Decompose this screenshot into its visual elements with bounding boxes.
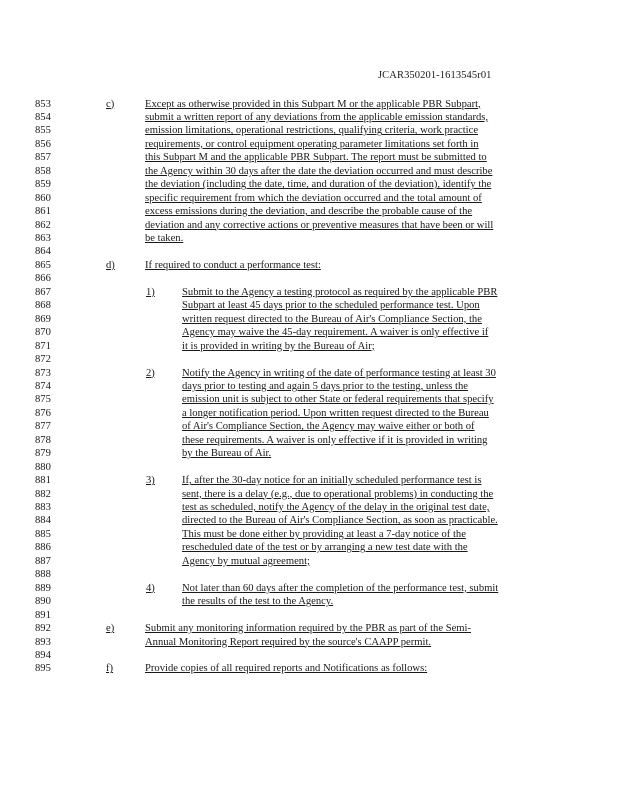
line-number: 894 (35, 649, 51, 661)
line-text: Agency may waive the 45-day requirement. A waiver is only effective if (182, 327, 489, 339)
line-number: 860 (35, 192, 51, 204)
line-text: Submit to the Agency a testing protocol as required by the applicable PBR (182, 286, 498, 298)
line-number: 853 (35, 98, 51, 110)
line-number: 871 (35, 340, 51, 352)
line-text: If, after the 30-day notice for an initially scheduled performance test is (182, 475, 482, 487)
line-number: 875 (35, 394, 51, 406)
text-line (0, 461, 618, 474)
line-text: Except as otherwise provided in this Subpart M or the applicable PBR Subpart, (145, 98, 481, 110)
item-label: 3) (146, 475, 155, 487)
line-text: submit a written report of any deviations from the applicable emission standards, (145, 111, 489, 123)
text-line (0, 272, 618, 285)
text-line (0, 609, 618, 622)
text-line (0, 555, 618, 568)
text-line (0, 111, 618, 124)
line-text: rescheduled date of the test or by arranging a new test date with the (182, 542, 468, 554)
text-line (0, 380, 618, 393)
line-text: emission limitations, operational restrictions, qualifying criteria, work practice (145, 125, 479, 137)
line-text: emission unit is subject to other State or federal requirements that specify (182, 394, 494, 406)
line-number: 858 (35, 165, 51, 177)
item-label: f) (106, 663, 114, 675)
line-number: 895 (35, 663, 51, 675)
line-number: 884 (35, 515, 51, 527)
line-number: 885 (35, 528, 51, 540)
text-line (0, 636, 618, 649)
text-line (0, 151, 618, 164)
text-line (0, 192, 618, 205)
line-text: it is provided in writing by the Bureau of Air; (182, 340, 375, 352)
text-line (0, 474, 618, 487)
text-line (0, 541, 618, 554)
line-text: the deviation (including the date, time, and duration of the deviation), identify the (145, 179, 492, 191)
line-number: 879 (35, 448, 51, 460)
line-number: 877 (35, 421, 51, 433)
text-line (0, 286, 618, 299)
text-line (0, 420, 618, 433)
line-number: 864 (35, 246, 51, 258)
text-line (0, 582, 618, 595)
line-text: Provide copies of all required reports and Notifications as follows: (145, 663, 428, 675)
document-id-header: JCAR350201-1613545r01 (378, 70, 492, 81)
text-line (0, 662, 618, 675)
line-number: 869 (35, 313, 51, 325)
text-line (0, 178, 618, 191)
line-number: 882 (35, 488, 51, 500)
line-text: specific requirement from which the deviation occurred and the total amount of (145, 192, 482, 204)
line-text: days prior to testing and again 5 days prior to the testing, unless the (182, 380, 468, 392)
line-text: requirements, or control equipment operating parameter limitations set forth in (145, 138, 479, 150)
line-number: 874 (35, 380, 51, 392)
line-text: Not later than 60 days after the completion of the performance test, submit (182, 582, 499, 594)
text-line (0, 98, 618, 111)
text-line (0, 367, 618, 380)
line-text: Annual Monitoring Report required by the source's CAAPP permit. (145, 636, 432, 648)
line-text: this Subpart M and the applicable PBR Subpart. The report must be submitted to (145, 152, 487, 164)
line-text: This must be done either by providing at least a 7-day notice of the (182, 528, 466, 540)
text-line (0, 649, 618, 662)
line-text: the Agency within 30 days after the date the deviation occurred and must describe (145, 165, 493, 177)
line-text: Subpart at least 45 days prior to the scheduled performance test. Upon (182, 300, 480, 312)
line-number: 870 (35, 327, 51, 339)
item-label: d) (106, 259, 115, 271)
line-text: sent, there is a delay (e.g., due to operational problems) in conducting the (182, 488, 494, 500)
line-number: 883 (35, 502, 51, 513)
text-line (0, 501, 618, 514)
line-text: deviation and any corrective actions or preventive measures that have been or will (145, 219, 494, 231)
text-line (0, 568, 618, 581)
line-text: these requirements. A waiver is only effective if it is provided in writing (182, 434, 488, 446)
line-text: Agency by mutual agreement; (182, 555, 310, 567)
line-number: 867 (35, 286, 51, 298)
text-line (0, 205, 618, 218)
line-number: 878 (35, 434, 51, 446)
item-label: 2) (146, 367, 155, 379)
line-number: 868 (35, 300, 51, 312)
line-number: 892 (35, 623, 51, 635)
line-text: test as scheduled, notify the Agency of the delay in the original test date, (182, 502, 490, 513)
text-line (0, 528, 618, 541)
text-line (0, 622, 618, 635)
text-line (0, 353, 618, 366)
text-line (0, 447, 618, 460)
item-label: 1) (146, 286, 155, 298)
line-number: 866 (35, 273, 51, 285)
line-text: Submit any monitoring information required by the PBR as part of the Semi- (145, 623, 472, 635)
text-line (0, 138, 618, 151)
line-number: 880 (35, 461, 51, 473)
line-text: a longer notification period. Upon written request directed to the Bureau (182, 407, 489, 419)
text-line (0, 219, 618, 232)
text-line (0, 326, 618, 339)
line-number: 888 (35, 569, 51, 581)
item-label: e) (106, 623, 115, 635)
line-text: the results of the test to the Agency. (182, 596, 334, 608)
text-line (0, 595, 618, 608)
line-number: 862 (35, 219, 51, 231)
line-number: 886 (35, 542, 51, 554)
line-text: be taken. (145, 233, 184, 244)
line-number: 876 (35, 407, 51, 419)
text-line (0, 232, 618, 245)
text-line (0, 313, 618, 326)
item-label: c) (106, 98, 115, 110)
line-text: directed to the Bureau of Air's Compliance Section, as soon as practicable. (182, 515, 498, 527)
line-number: 891 (35, 609, 51, 621)
line-number: 872 (35, 354, 51, 366)
line-number: 855 (35, 125, 51, 137)
text-line (0, 245, 618, 258)
text-line (0, 514, 618, 527)
text-line (0, 165, 618, 178)
line-number: 887 (35, 555, 51, 567)
text-line (0, 488, 618, 501)
text-line (0, 393, 618, 406)
text-line (0, 407, 618, 420)
line-number: 890 (35, 596, 51, 608)
line-number: 857 (35, 152, 51, 164)
text-line (0, 259, 618, 272)
line-text: Notify the Agency in writing of the date of performance testing at least 30 (182, 367, 496, 379)
line-text: of Air's Compliance Section, the Agency may waive either or both of (182, 421, 475, 433)
text-line (0, 340, 618, 353)
line-number: 854 (35, 111, 51, 123)
line-text: If required to conduct a performance test: (145, 259, 321, 271)
line-number: 881 (35, 475, 51, 487)
item-label: 4) (146, 582, 155, 594)
line-number: 865 (35, 259, 51, 271)
text-line (0, 434, 618, 447)
line-number: 893 (35, 636, 51, 648)
text-line (0, 124, 618, 137)
line-number: 873 (35, 367, 51, 379)
line-number: 856 (35, 138, 51, 150)
line-text: written request directed to the Bureau of Air's Compliance Section, the (182, 313, 482, 325)
line-number: 863 (35, 233, 51, 244)
line-text: by the Bureau of Air. (182, 448, 272, 460)
line-number: 861 (35, 206, 51, 218)
text-line (0, 299, 618, 312)
line-number: 859 (35, 179, 51, 191)
line-number: 889 (35, 582, 51, 594)
line-text: excess emissions during the deviation, and describe the probable cause of the (145, 206, 473, 218)
